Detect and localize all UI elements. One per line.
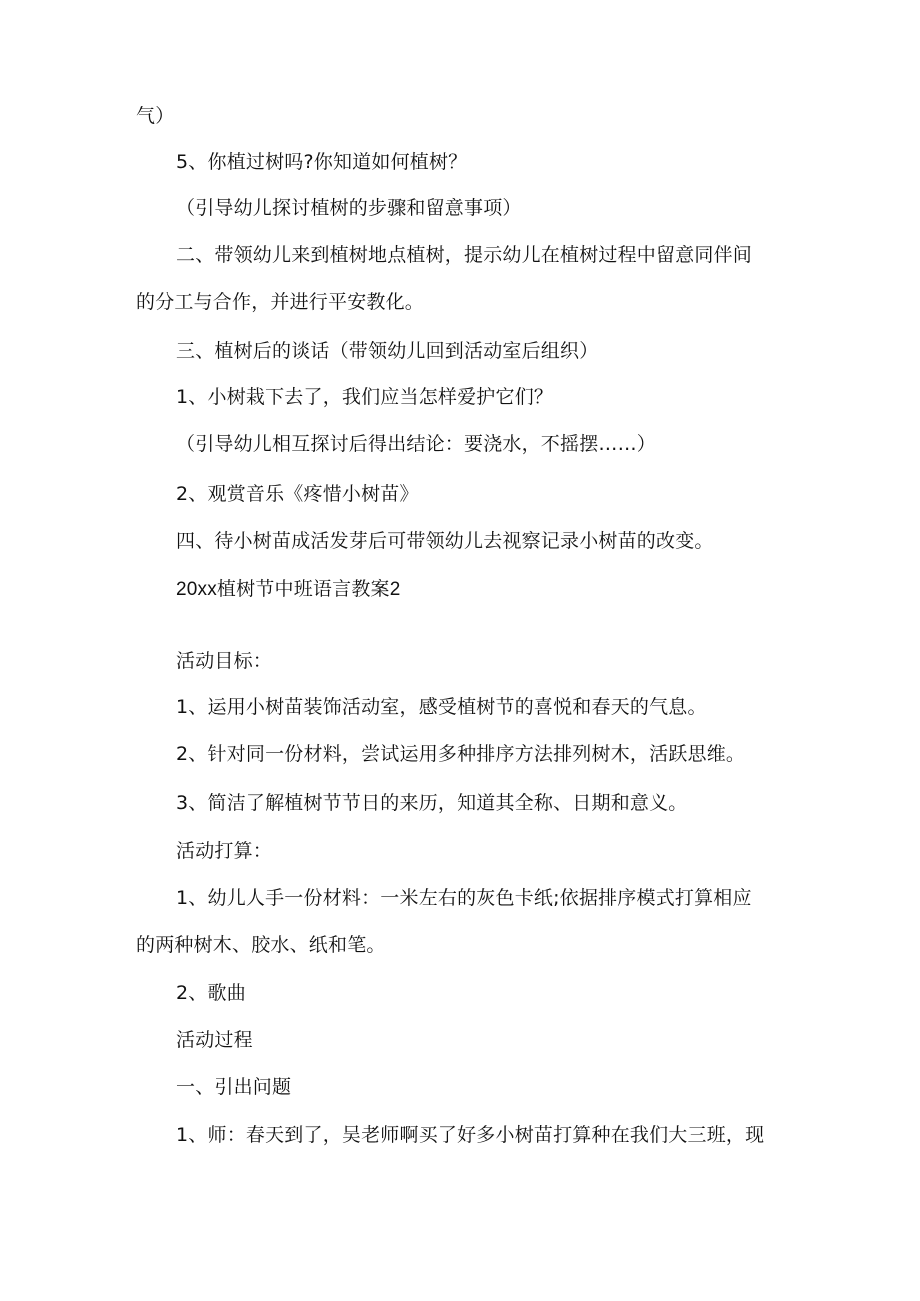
text-line-prep-2: 2、歌曲 (176, 982, 246, 1004)
text-line-guidance-1: （引导幼儿探讨植树的步骤和留意事项） (176, 197, 522, 219)
text-line-question-5: 5、你植过树吗?你知道如何植树？ (176, 151, 468, 173)
text-line-goal-1: 1、运用小树苗装饰活动室，感受植树节的喜悦和春天的气息。 (176, 696, 707, 718)
text-line-goals-title: 活动目标： (176, 650, 273, 672)
text-line-section-4: 四、待小树苗成活发芽后可带领幼儿去视察记录小树苗的改变。 (176, 530, 714, 552)
text-line-prep-1: 1、幼儿人手一份材料：一米左右的灰色卡纸;依据排序模式打算相应 (176, 887, 752, 909)
text-line-prep-title: 活动打算： (176, 840, 273, 862)
text-line-section-3: 三、植树后的谈话（带领幼儿回到活动室后组织） (176, 340, 599, 362)
text-line-item-1: 1、小树栽下去了，我们应当怎样爱护它们？ (176, 386, 554, 408)
text-line-guidance-2: （引导幼儿相互探讨后得出结论：要浇水，不摇摆……） (176, 433, 657, 455)
text-line-teacher-1: 1、师：春天到了，吴老师啊买了好多小树苗打算种在我们大三班，现 (176, 1124, 765, 1146)
lesson-plan-heading: 20xx植树节中班语言教案2 (176, 579, 401, 600)
text-line-goal-2: 2、针对同一份材料，尝试运用多种排序方法排列树木，活跃思维。 (176, 743, 746, 765)
text-line-step-1: 一、引出问题 (176, 1076, 292, 1098)
text-line-continuation: 气） (136, 105, 175, 127)
text-line-item-2: 2、观赏音乐《疼惜小树苗》 (176, 483, 419, 505)
text-line-prep-1-cont: 的两种树木、胶水、纸和笔。 (136, 934, 386, 956)
text-line-goal-3: 3、简洁了解植树节节日的来历，知道其全称、日期和意义。 (176, 792, 688, 814)
text-line-process-title: 活动过程 (176, 1029, 253, 1051)
text-line-section-2: 二、带领幼儿来到植树地点植树，提示幼儿在植树过程中留意同伴间 (176, 244, 753, 266)
text-line-section-2-cont: 的分工与合作，并进行平安教化。 (136, 291, 425, 313)
